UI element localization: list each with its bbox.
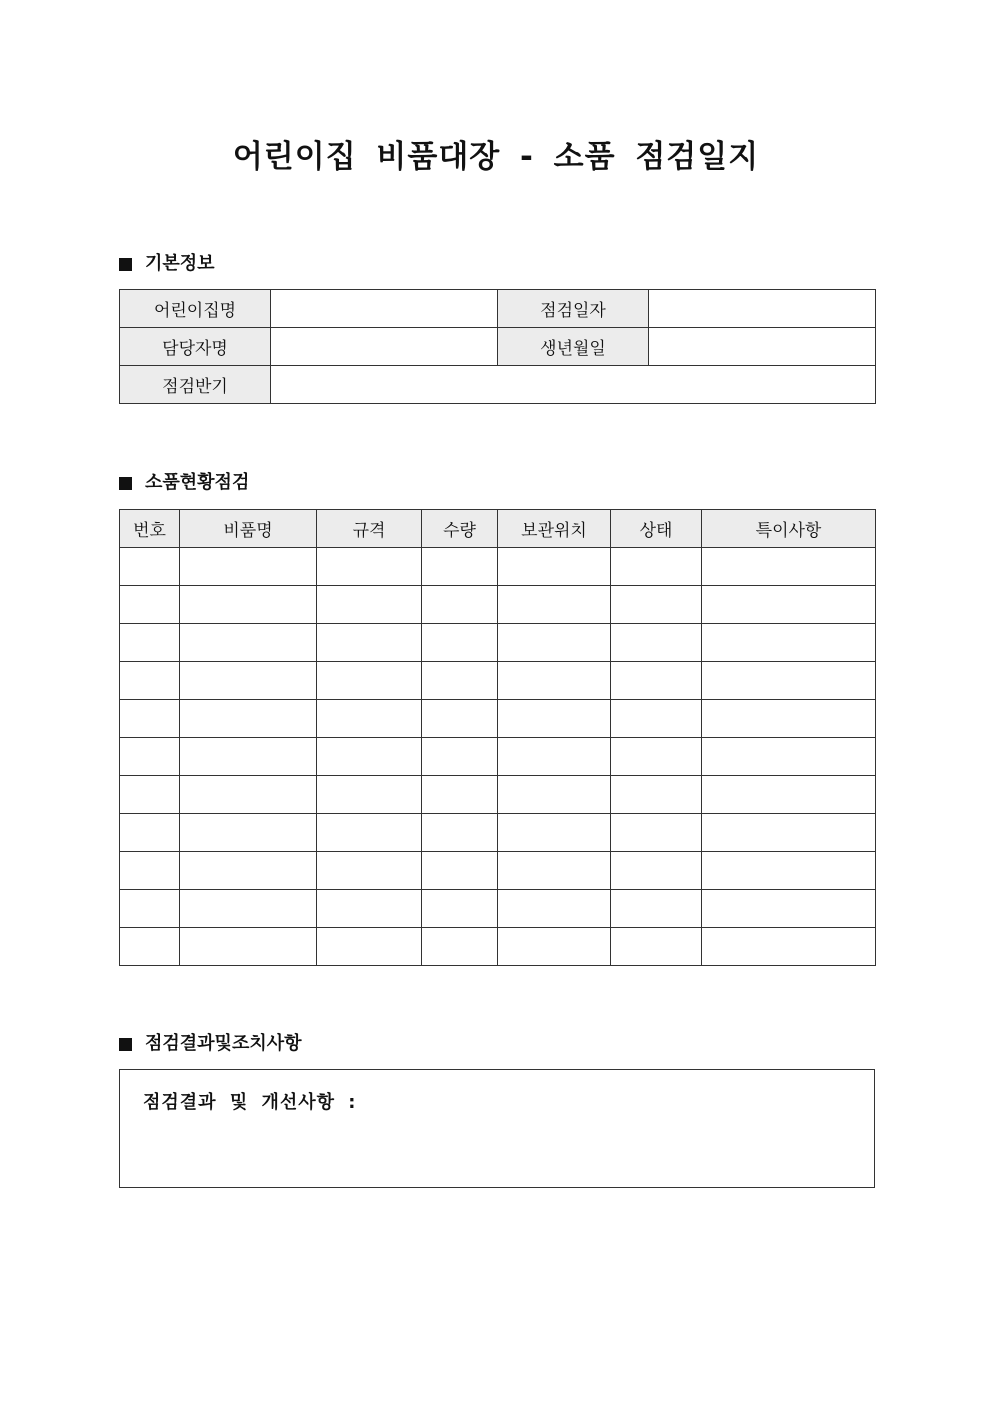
basic-info-table — [119, 289, 876, 404]
inspection-half-label: 점검반기 — [120, 366, 271, 404]
item-name-cell[interactable] — [180, 776, 317, 814]
section-heading-basic-info — [119, 252, 215, 276]
daycare-name-field[interactable] — [271, 290, 498, 328]
number-cell[interactable] — [120, 548, 180, 586]
table-row — [120, 852, 876, 890]
spec-cell[interactable] — [317, 548, 422, 586]
remarks-cell[interactable] — [702, 928, 876, 966]
column-header-condition: 상태 — [611, 510, 702, 548]
inspection-result-label: 점검결과 및 개선사항 : — [143, 1092, 357, 1113]
number-cell[interactable] — [120, 738, 180, 776]
table-row — [120, 700, 876, 738]
storage-location-cell[interactable] — [498, 548, 611, 586]
column-header-spec: 규격 — [317, 510, 422, 548]
condition-cell[interactable] — [611, 852, 702, 890]
remarks-cell[interactable] — [702, 738, 876, 776]
manager-name-field[interactable] — [271, 328, 498, 366]
number-cell[interactable] — [120, 776, 180, 814]
remarks-cell[interactable] — [702, 852, 876, 890]
condition-cell[interactable] — [611, 890, 702, 928]
remarks-cell[interactable] — [702, 662, 876, 700]
remarks-cell[interactable] — [702, 548, 876, 586]
item-name-cell[interactable] — [180, 548, 317, 586]
inspection-date-field[interactable] — [649, 290, 876, 328]
table-row — [120, 814, 876, 852]
number-cell[interactable] — [120, 586, 180, 624]
condition-cell[interactable] — [611, 738, 702, 776]
storage-location-cell[interactable] — [498, 700, 611, 738]
item-name-cell[interactable] — [180, 738, 317, 776]
number-cell[interactable] — [120, 890, 180, 928]
spec-cell[interactable] — [317, 700, 422, 738]
section-heading-supplies-check — [119, 471, 249, 495]
table-row — [120, 738, 876, 776]
storage-location-cell[interactable] — [498, 662, 611, 700]
table-row — [120, 328, 876, 366]
condition-cell[interactable] — [611, 776, 702, 814]
item-name-cell[interactable] — [180, 586, 317, 624]
quantity-cell[interactable] — [422, 776, 498, 814]
daycare-name-label: 어린이집명 — [120, 290, 271, 328]
storage-location-cell[interactable] — [498, 776, 611, 814]
section-heading-results — [119, 1032, 302, 1056]
column-header-storage-location: 보관위치 — [498, 510, 611, 548]
square-bullet-icon — [119, 258, 132, 271]
inspection-date-label: 점검일자 — [498, 290, 649, 328]
spec-cell[interactable] — [317, 814, 422, 852]
condition-cell[interactable] — [611, 928, 702, 966]
remarks-cell[interactable] — [702, 814, 876, 852]
spec-cell[interactable] — [317, 586, 422, 624]
section-heading-label: 소품현황점검 — [145, 472, 250, 493]
storage-location-cell[interactable] — [498, 890, 611, 928]
supplies-table — [119, 509, 876, 966]
storage-location-cell[interactable] — [498, 586, 611, 624]
spec-cell[interactable] — [317, 662, 422, 700]
inspection-half-field[interactable] — [271, 366, 876, 404]
column-header-number: 번호 — [120, 510, 180, 548]
spec-cell[interactable] — [317, 776, 422, 814]
item-name-cell[interactable] — [180, 928, 317, 966]
condition-cell[interactable] — [611, 662, 702, 700]
birth-date-label: 생년월일 — [498, 328, 649, 366]
spec-cell[interactable] — [317, 852, 422, 890]
number-cell[interactable] — [120, 624, 180, 662]
square-bullet-icon — [119, 1038, 132, 1051]
item-name-cell[interactable] — [180, 624, 317, 662]
quantity-cell[interactable] — [422, 738, 498, 776]
column-header-item-name: 비품명 — [180, 510, 317, 548]
quantity-cell[interactable] — [422, 700, 498, 738]
spec-cell[interactable] — [317, 928, 422, 966]
item-name-cell[interactable] — [180, 662, 317, 700]
quantity-cell[interactable] — [422, 548, 498, 586]
remarks-cell[interactable] — [702, 586, 876, 624]
storage-location-cell[interactable] — [498, 852, 611, 890]
table-row — [120, 290, 876, 328]
table-header-row — [120, 510, 876, 548]
quantity-cell[interactable] — [422, 586, 498, 624]
condition-cell[interactable] — [611, 700, 702, 738]
quantity-cell[interactable] — [422, 928, 498, 966]
manager-name-label: 담당자명 — [120, 328, 271, 366]
remarks-cell[interactable] — [702, 624, 876, 662]
quantity-cell[interactable] — [422, 890, 498, 928]
condition-cell[interactable] — [611, 814, 702, 852]
table-row — [120, 366, 876, 404]
condition-cell[interactable] — [611, 586, 702, 624]
storage-location-cell[interactable] — [498, 738, 611, 776]
remarks-cell[interactable] — [702, 700, 876, 738]
number-cell[interactable] — [120, 814, 180, 852]
number-cell[interactable] — [120, 852, 180, 890]
remarks-cell[interactable] — [702, 776, 876, 814]
item-name-cell[interactable] — [180, 890, 317, 928]
number-cell[interactable] — [120, 662, 180, 700]
section-heading-label: 기본정보 — [145, 253, 215, 274]
storage-location-cell[interactable] — [498, 624, 611, 662]
spec-cell[interactable] — [317, 738, 422, 776]
table-row — [120, 662, 876, 700]
quantity-cell[interactable] — [422, 852, 498, 890]
supplies-table-body — [120, 548, 876, 966]
item-name-cell[interactable] — [180, 700, 317, 738]
storage-location-cell[interactable] — [498, 928, 611, 966]
condition-cell[interactable] — [611, 624, 702, 662]
item-name-cell[interactable] — [180, 852, 317, 890]
column-header-remarks: 특이사항 — [702, 510, 876, 548]
condition-cell[interactable] — [611, 548, 702, 586]
spec-cell[interactable] — [317, 624, 422, 662]
page-title: 어린이집 비품대장 - 소품 점검일지 — [232, 139, 760, 175]
spec-cell[interactable] — [317, 890, 422, 928]
table-row — [120, 928, 876, 966]
quantity-cell[interactable] — [422, 662, 498, 700]
birth-date-field[interactable] — [649, 328, 876, 366]
number-cell[interactable] — [120, 928, 180, 966]
table-row — [120, 890, 876, 928]
table-row — [120, 624, 876, 662]
storage-location-cell[interactable] — [498, 814, 611, 852]
table-row — [120, 776, 876, 814]
column-header-quantity: 수량 — [422, 510, 498, 548]
square-bullet-icon — [119, 477, 132, 490]
section-heading-label: 점검결과및조치사항 — [145, 1033, 302, 1054]
quantity-cell[interactable] — [422, 624, 498, 662]
table-row — [120, 586, 876, 624]
item-name-cell[interactable] — [180, 814, 317, 852]
quantity-cell[interactable] — [422, 814, 498, 852]
remarks-cell[interactable] — [702, 890, 876, 928]
number-cell[interactable] — [120, 700, 180, 738]
inspection-result-box[interactable] — [119, 1069, 875, 1188]
table-row — [120, 548, 876, 586]
